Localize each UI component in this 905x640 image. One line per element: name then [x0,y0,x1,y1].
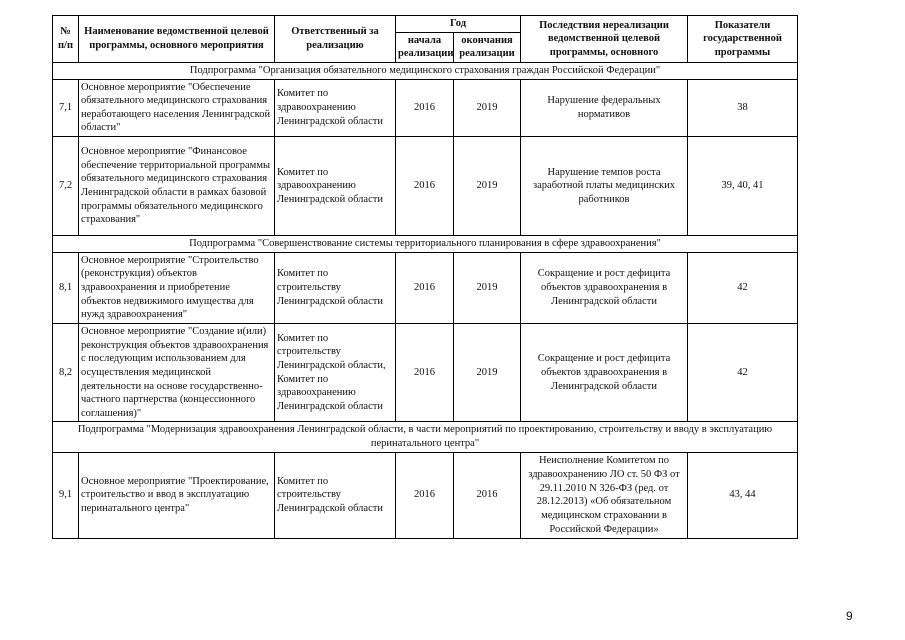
row-consequence: Нарушение темпов роста заработной платы медицинских работников [521,137,688,236]
table-row [53,252,798,323]
row-start: 2016 [396,252,454,323]
subprogram-title: Подпрограмма "Модернизация здравоохранения Ленинградской области, в части мероприятий по проектированию, строительству и вводу в эксплуатацию перинатального центра" [53,422,798,452]
subprogram-title: Подпрограмма "Организация обязательного медицинского страхования граждан Российской Федерации" [53,62,798,79]
row-indicators: 38 [688,79,798,137]
program-table [52,15,798,539]
header-consequences: Последствия нереализации ведомственной целевой программы, основного [521,16,688,63]
row-end: 2019 [454,79,521,137]
row-name: Основное мероприятие "Создание и(или) реконструкция объектов здравоохранения с последующим использованием для осуществления медицинской деятельности на основе государственно-частного партнерства (концессионного соглашения)" [79,323,275,421]
row-responsible: Комитет по строительству Ленинградской области, Комитет по здравоохранению Ленинградской области [275,323,396,421]
header-end: окончания реализации [454,32,521,62]
row-responsible: Комитет по здравоохранению Ленинградской области [275,137,396,236]
table-row [53,137,798,236]
row-indicators: 43, 44 [688,452,798,538]
row-num: 7,2 [53,137,79,236]
header-responsible: Ответственный за реализацию [275,16,396,63]
row-end: 2019 [454,137,521,236]
row-consequence: Неисполнение Комитетом по здравоохранению ЛО ст. 50 ФЗ от 29.11.2010 N 326-ФЗ (ред. от 28.12.2013) «Об обязательном медицинском страховании в Российской Федерации» [521,452,688,538]
header-row-1 [53,16,798,33]
row-consequence: Нарушение федеральных нормативов [521,79,688,137]
row-name: Основное мероприятие "Обеспечение обязательного медицинского страхования неработающего населения Ленинградской области" [79,79,275,137]
row-responsible: Комитет по здравоохранению Ленинградской области [275,79,396,137]
subprogram-title: Подпрограмма "Совершенствование системы территориального планирования в сфере здравоохранения" [53,236,798,253]
row-indicators: 39, 40, 41 [688,137,798,236]
subprogram-row-3 [53,422,798,452]
row-responsible: Комитет по строительству Ленинградской области [275,452,396,538]
header-start: начала реализации [396,32,454,62]
subprogram-row-1 [53,62,798,79]
row-num: 7,1 [53,79,79,137]
header-year: Год [396,16,521,33]
row-consequence: Сокращение и рост дефицита объектов здравоохранения в Ленинградской области [521,323,688,421]
row-name: Основное мероприятие "Финансовое обеспечение территориальной программы обязательного медицинского страхования Ленинградской области в рамках базовой программы обязательного медицинского страхования" [79,137,275,236]
table-row [53,452,798,538]
row-num: 9,1 [53,452,79,538]
subprogram-row-2 [53,236,798,253]
row-start: 2016 [396,452,454,538]
row-responsible: Комитет по строительству Ленинградской области [275,252,396,323]
row-indicators: 42 [688,252,798,323]
row-end: 2019 [454,252,521,323]
header-num: № п/п [53,16,79,63]
header-indicators: Показатели государственной программы [688,16,798,63]
page-number: 9 [846,609,853,623]
row-end: 2019 [454,323,521,421]
row-start: 2016 [396,323,454,421]
row-end: 2016 [454,452,521,538]
row-name: Основное мероприятие "Строительство (реконструкция) объектов здравоохранения и приобретение объектов недвижимого имущества для нужд здравоохранения" [79,252,275,323]
row-start: 2016 [396,137,454,236]
table-row [53,323,798,421]
row-name: Основное мероприятие "Проектирование, строительство и ввод в эксплуатацию перинатального центра" [79,452,275,538]
row-num: 8,2 [53,323,79,421]
row-indicators: 42 [688,323,798,421]
row-num: 8,1 [53,252,79,323]
header-name: Наименование ведомственной целевой программы, основного мероприятия [79,16,275,63]
row-start: 2016 [396,79,454,137]
table-row [53,79,798,137]
row-consequence: Сокращение и рост дефицита объектов здравоохранения в Ленинградской области [521,252,688,323]
